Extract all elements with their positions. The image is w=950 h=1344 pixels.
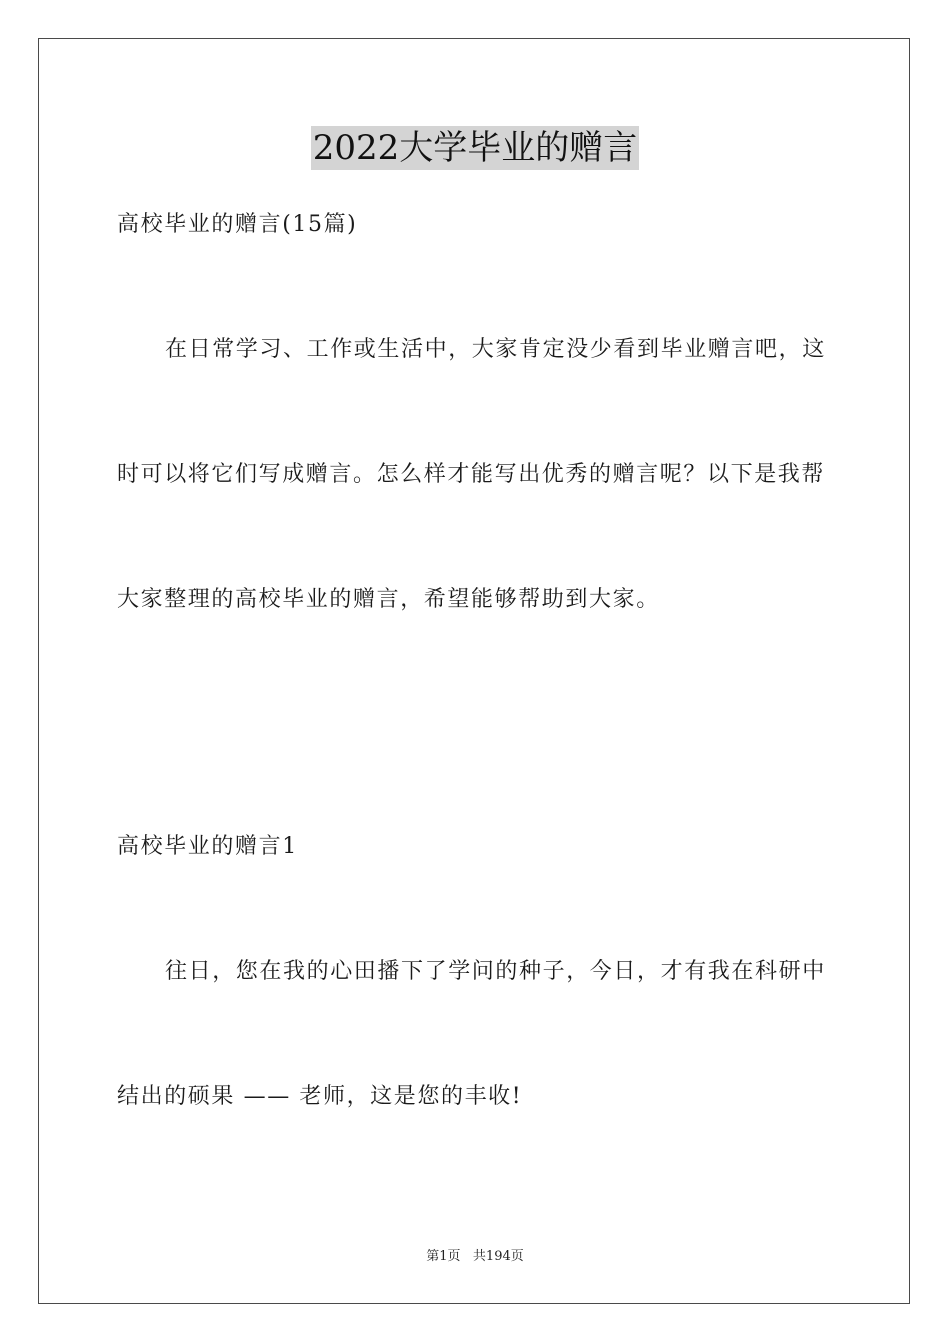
document-subtitle: 高校毕业的赠言(15篇) xyxy=(117,212,358,237)
section-heading: 高校毕业的赠言1 xyxy=(117,834,298,859)
title-container xyxy=(0,126,950,170)
intro-paragraph-line-3: 大家整理的高校毕业的赠言，希望能够帮助到大家。 xyxy=(117,587,660,612)
intro-paragraph-line-2: 时可以将它们写成赠言。怎么样才能写出优秀的赠言呢？以下是我帮 xyxy=(117,462,826,487)
document-title: 2022大学毕业的赠言 xyxy=(312,128,638,168)
section-paragraph-line-2: 结出的硕果 —— 老师，这是您的丰收! xyxy=(117,1084,523,1109)
section-paragraph-line-1: 往日，您在我的心田播下了学问的种子，今日，才有我在科研中 xyxy=(165,959,826,984)
intro-paragraph-line-1: 在日常学习、工作或生活中，大家肯定没少看到毕业赠言吧，这 xyxy=(165,337,826,362)
page-number-footer: 第1页 共194页 xyxy=(426,1249,524,1264)
